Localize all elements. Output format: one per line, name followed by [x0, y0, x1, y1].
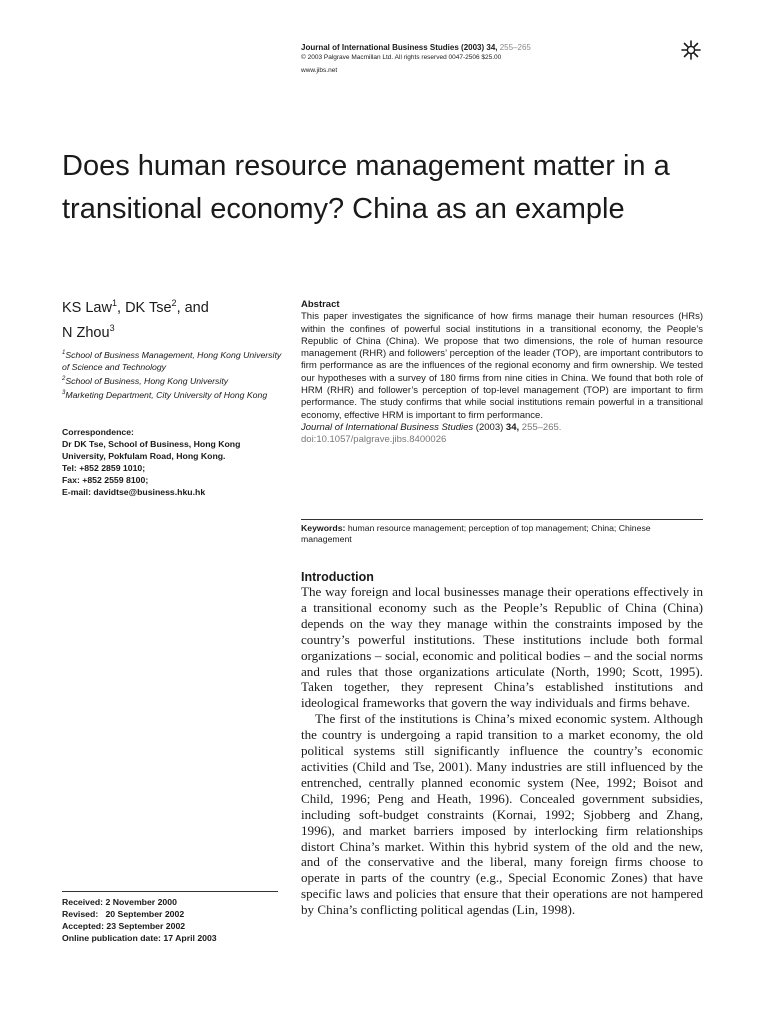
affiliation-marker: 2 [171, 298, 177, 308]
affiliation-marker: 3 [109, 322, 115, 333]
author-name: N Zhou [62, 324, 110, 341]
paper-title: Does human resource management matter in a transitional economy? China as an example [62, 150, 670, 225]
journal-name: Journal of International Business Studies (2003) 34, [301, 43, 498, 52]
revised-date: Revised: 20 September 2002 [62, 909, 185, 919]
citation-doi: 255–265. doi:10.1057/palgrave.jibs.8400026 [301, 421, 562, 446]
publication-dates [62, 891, 278, 944]
journal-copyright: © 2003 Palgrave Macmillan Ltd. All rights reserved 0047-2506 $25.00 [301, 54, 502, 61]
abstract-citation [301, 422, 703, 447]
author-conjunction: , and [176, 299, 209, 316]
citation-year: (2003) [473, 421, 506, 433]
affiliation-marker: 3 [62, 389, 66, 396]
affiliation-marker: 2 [62, 375, 66, 382]
received-date: Received: 2 November 2000 [62, 897, 177, 907]
accepted-date: Accepted: 23 September 2002 [62, 921, 186, 931]
abstract-heading: Abstract [301, 299, 340, 310]
affiliation-text: Marketing Department, City University of Hong Kong [65, 389, 268, 400]
citation-journal: Journal of International Business Studies [301, 421, 474, 433]
author-name: KS Law [62, 299, 112, 316]
affiliation [62, 347, 282, 373]
correspondence [62, 426, 284, 498]
correspondence-address: Dr DK Tse, School of Business, Hong Kong University, Pokfulam Road, Hong Kong. [62, 439, 241, 461]
journal-pages: 255–265 [499, 43, 531, 52]
citation-volume: 34, [505, 421, 520, 433]
introduction-body [301, 584, 703, 918]
affiliation-text: School of Business, Hong Kong University [65, 375, 229, 386]
section-heading-introduction: Introduction [301, 570, 374, 584]
affiliation-text: School of Business Management, Hong Kong University of Science and Technology [62, 349, 282, 372]
abstract [301, 299, 703, 447]
journal-website: www.jibs.net [301, 67, 338, 74]
correspondence-fax: Fax: +852 2559 8100; [62, 475, 149, 485]
affiliations [62, 347, 282, 401]
body-paragraph: The way foreign and local businesses manage their operations effectively in a transitional economy such as the People’s Republic of China (China) depends on the way they manage within the constraints imposed by the country’s powerful institutions. These institutions include both formal organizations – social, economic and political bodies – and the social norms and rules that those organizations articulate (North, 1990; Scott, 1995). Taken together, they represent China’s established institutions and ideological frameworks that govern the way individuals and firms behave. [301, 584, 703, 711]
journal-header [301, 43, 681, 76]
keywords-text: human resource management; perception of top management; China; Chinese management [301, 523, 651, 544]
keywords [301, 519, 703, 545]
author-list: KS Law$^1$, DK Tse$^2$, and N Zhou$^3$ [62, 298, 209, 341]
online-publication-date: Online publication date: 17 April 2003 [62, 933, 217, 943]
author-name: DK Tse [125, 299, 172, 316]
journal-citation-line [301, 43, 681, 53]
affiliation [62, 373, 282, 387]
correspondence-tel: Tel: +852 2859 1010; [62, 463, 146, 473]
affiliation-marker: 1 [111, 298, 117, 308]
publisher-logo-icon [681, 40, 701, 60]
correspondence-label: Correspondence: [62, 427, 134, 437]
body-paragraph: The first of the institutions is China’s mixed economic system. Although the country is undergoing a rapid transition to a market economy, the old political systems still significantly influence the country’s economic activities (Child and Tse, 2001). Many industries are still influenced by the entrenched, centrally planned economic system (Nee, 1992; Boisot and Child, 1996; Peng and Heath, 1996). Concealed government subsidies, including soft-budget constraints (Kornai, 1992; Sjobberg and Zhang, 1996), and market barriers imposed by interlocking firm relationships distort China’s market. Within this hybrid system of the old and the new, and of the conservative and the liberal, many foreign firms choose to operate in parts of the country (e.g., Special Economic Zones) that have specific laws and policies that ensure that their operations are not hampered by China’s conflicting political agendas (Lin, 1998). [301, 711, 703, 918]
affiliation-marker: 1 [62, 350, 66, 356]
affiliation [62, 387, 282, 401]
correspondence-email: E-mail: davidtse@business.hku.hk [62, 487, 206, 497]
keywords-label: Keywords: [301, 523, 346, 533]
abstract-text: This paper investigates the significance of how firms manage their human resources (HRs) within the confines of powerful social institutions in a transitional economy, the People’s Republic of China (China). We propose that two dimensions, the role of human resource management (RHR) and followers’ perception of the leader (TOP), are important contributors to firm performance as are the influences of the regional economy and firm ownership. We tested our hypotheses with a survey of 180 firms from nine cities in China. We found that both role of HRM (RHR) and follower’s perception of top-level management (TOP) are important to firm performance. The study confirms that while social institutions remain powerful in a transitional economy, effective HRM is important to firm performance. [301, 311, 703, 421]
